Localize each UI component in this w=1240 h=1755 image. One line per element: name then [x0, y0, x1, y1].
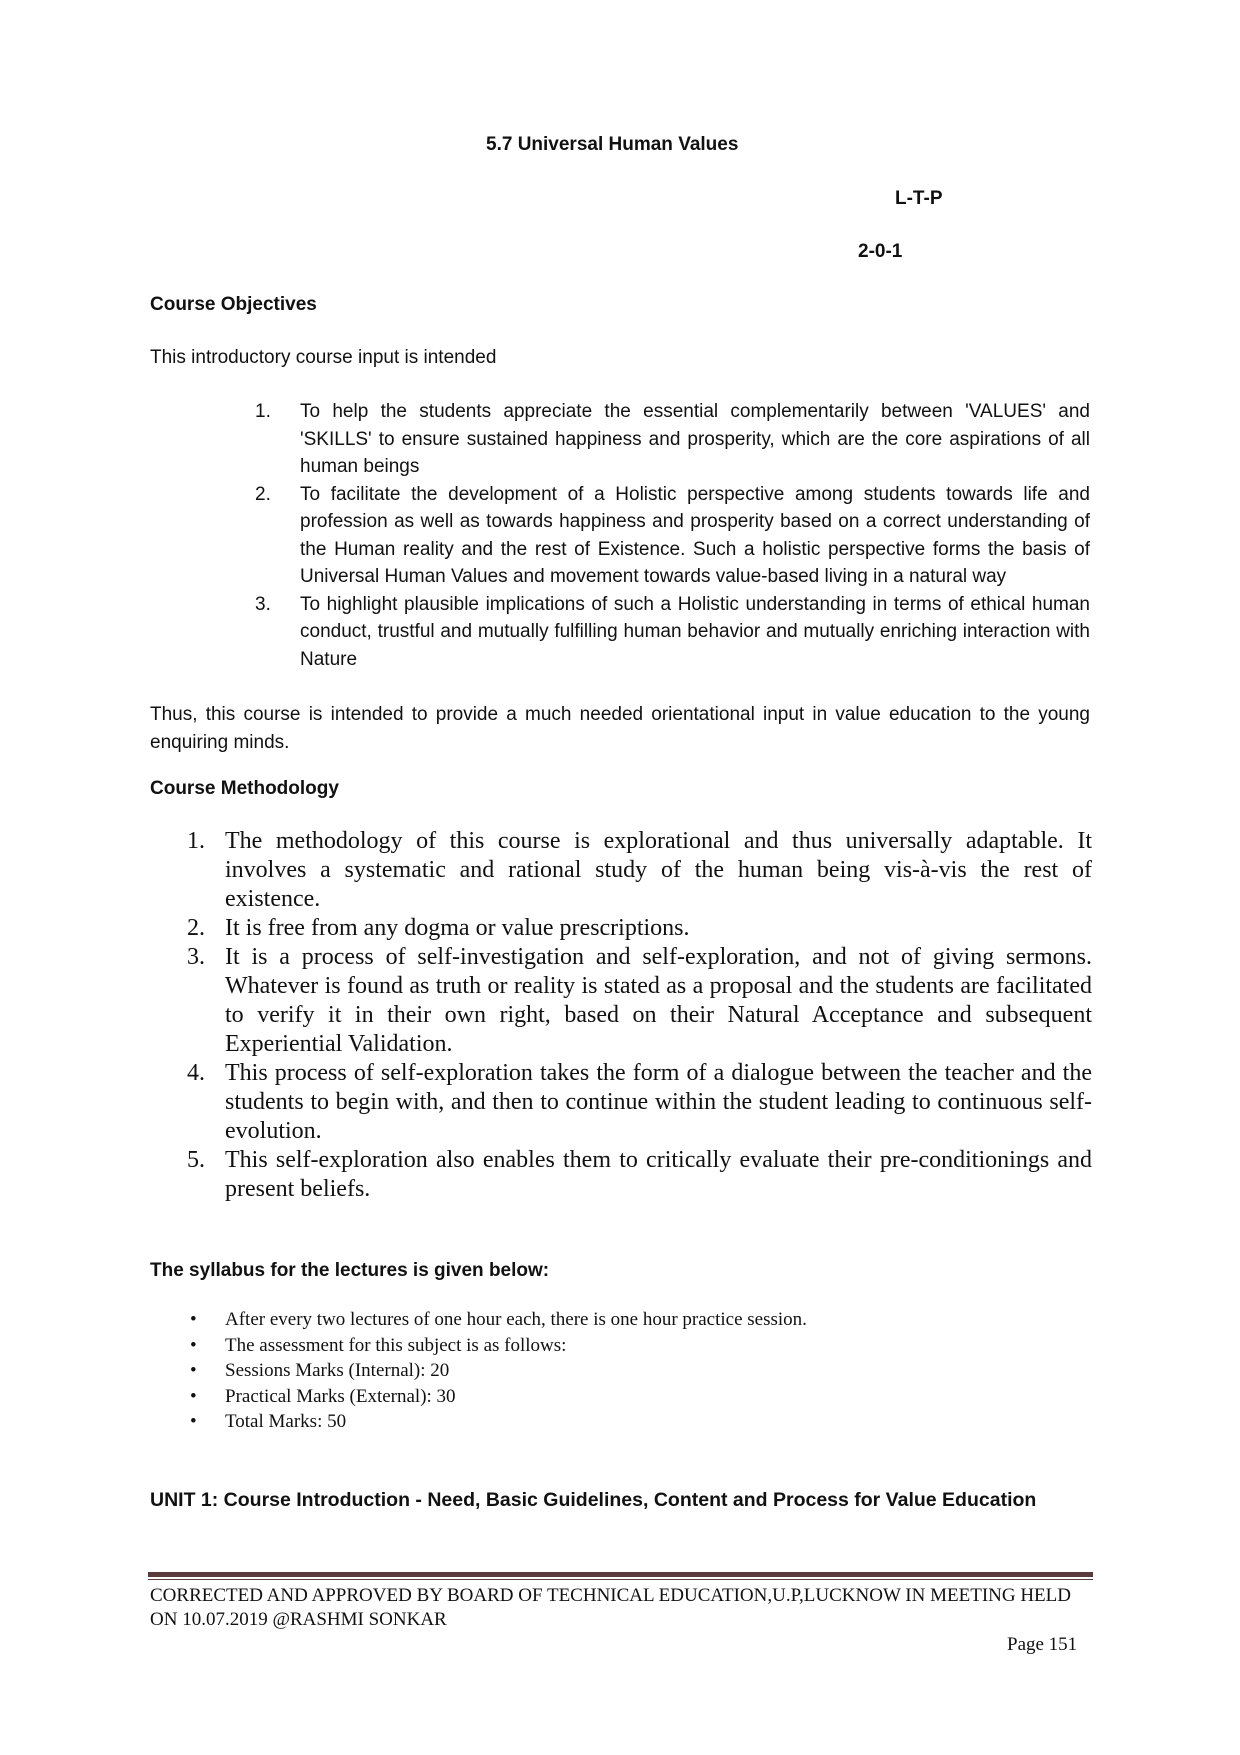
methodology-item [187, 1146, 1092, 1204]
ltp-label: L-T-P [895, 188, 943, 209]
bullet-icon: • [190, 1309, 197, 1330]
objectives-intro: This introductory course input is intended [150, 347, 497, 368]
objectives-heading: Course Objectives [150, 294, 317, 315]
footer-rule-thin [148, 1579, 1093, 1580]
methodology-number: 2. [187, 915, 205, 941]
page-number: Page 151 [1007, 1634, 1078, 1655]
methodology-heading: Course Methodology [150, 778, 339, 799]
syllabus-heading: The syllabus for the lectures is given below: [150, 1260, 550, 1281]
ltp-value: 2-0-1 [858, 241, 903, 262]
objective-text: To help the students appreciate the essential complementarily between 'VALUES' and 'SKILLS' to ensure sustained happiness and prosperity, which are the core aspirations of all human beings [300, 401, 1090, 477]
bullet-text: Total Marks: 50 [225, 1411, 347, 1432]
bullet-text: The assessment for this subject is as follows: [225, 1334, 567, 1356]
unit-heading: UNIT 1: Course Introduction - Need, Basic Guidelines, Content and Process for Value Education [150, 1489, 1037, 1511]
methodology-text: This process of self-exploration takes the form of a dialogue between the teacher and the students to begin with, and then to continue within the student leading to continuous self-evolution. [225, 1060, 1092, 1144]
objectives-list [255, 398, 1090, 673]
methodology-item [187, 827, 1092, 914]
methodology-number: 1. [187, 828, 205, 854]
objectives-closing: Thus, this course is intended to provide a much needed orientational input in value education to the young enquiring minds. [150, 704, 1090, 753]
bullet-text: Practical Marks (External): 30 [225, 1385, 456, 1407]
bullet-item [190, 1333, 807, 1359]
methodology-text: This self-exploration also enables them to critically evaluate their pre-conditionings and present beliefs. [225, 1147, 1092, 1202]
objective-item [255, 398, 1090, 481]
bullet-item [190, 1307, 807, 1333]
syllabus-bullets [190, 1307, 807, 1435]
methodology-number: 5. [187, 1147, 205, 1173]
objective-number: 3. [255, 593, 271, 615]
methodology-text: The methodology of this course is explorational and thus universally adaptable. It involves a systematic and rational study of the human being vis-à-vis the rest of existence. [225, 828, 1092, 912]
methodology-text: It is a process of self-investigation and self-exploration, and not of giving sermons. Whatever is found as truth or reality is stated as a proposal and the students are facilitated to verify it in their own right, based on their Natural Acceptance and subsequent Experiential Validation. [225, 944, 1092, 1057]
bullet-icon: • [190, 1360, 197, 1381]
methodology-text: It is free from any dogma or value prescriptions. [225, 915, 690, 941]
course-title: 5.7 Universal Human Values [486, 134, 739, 155]
bullet-text: After every two lectures of one hour each, there is one hour practice session. [225, 1309, 807, 1330]
bullet-item [190, 1384, 807, 1410]
footer-rule [148, 1572, 1093, 1577]
objective-text: To highlight plausible implications of such a Holistic understanding in terms of ethical human conduct, trustful and mutually fulfilling human behavior and mutually enriching interaction with Nature [300, 593, 1090, 670]
methodology-item [187, 914, 1092, 943]
bullet-text: Sessions Marks (Internal): 20 [225, 1360, 450, 1381]
objective-number: 1. [255, 401, 271, 422]
bullet-item [190, 1409, 807, 1435]
objective-item [255, 481, 1090, 591]
objective-item [255, 591, 1090, 674]
methodology-number: 4. [187, 1060, 205, 1086]
methodology-item [187, 1059, 1092, 1146]
methodology-number: 3. [187, 944, 205, 970]
methodology-list [187, 827, 1092, 1204]
bullet-icon: • [190, 1334, 197, 1356]
objective-number: 2. [255, 483, 271, 505]
objective-text: To facilitate the development of a Holistic perspective among students towards life and profession as well as towards happiness and prosperity based on a correct understanding of the Human reality and the rest of Existence. Such a holistic perspective forms the basis of Universal Human Values and movement towards value-based living in a natural way [300, 483, 1090, 587]
methodology-item [187, 943, 1092, 1059]
footer-text: CORRECTED AND APPROVED BY BOARD OF TECHNICAL EDUCATION,U.P,LUCKNOW IN MEETING HELD ON 10.07.2019 @RASHMI SONKAR [150, 1585, 1071, 1630]
bullet-icon: • [190, 1385, 197, 1407]
bullet-icon: • [190, 1411, 197, 1432]
bullet-item [190, 1358, 807, 1384]
